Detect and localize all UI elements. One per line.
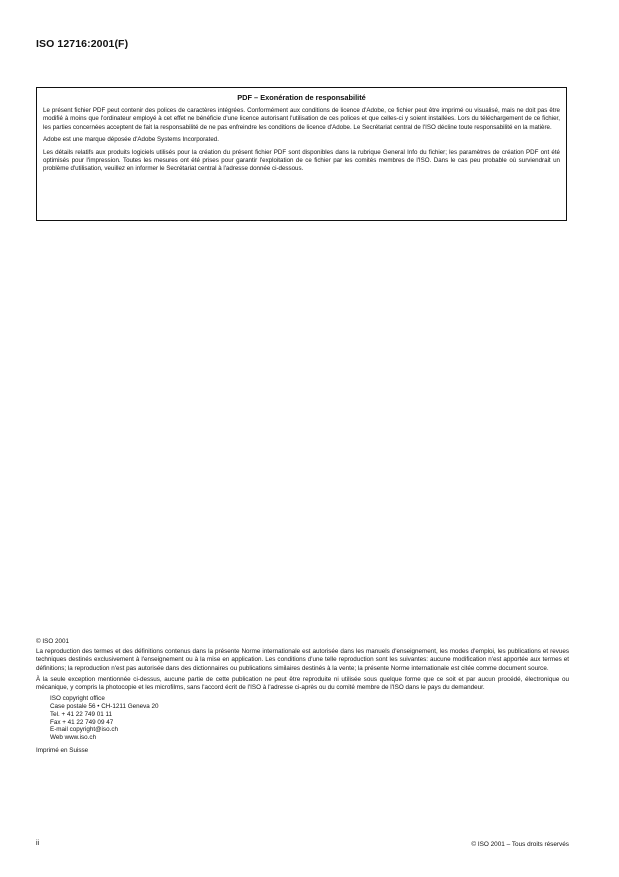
- address-line: Tel. + 41 22 749 01 11: [50, 710, 113, 718]
- disclaimer-paragraph-1: Le présent fichier PDF peut contenir des polices de caractères intégrées. Conformément aux conditions de licence d'Adobe, ce fichier peut être imprimé ou visualisé, mais ne doit pas être modifié à moins que l'ordinateur employé à cet effet ne bénéficie d'une licence autorisant l'utilisation de ces polices et que celles-ci y soient installées. Lors du téléchargement de ce fichier, les parties concernées acceptent de fait la responsabilité de ne pas enfreindre les conditions de licence d'Adobe. Le Secrétariat central de l'ISO décline toute responsabilité en la matière.: [43, 107, 560, 131]
- pdf-disclaimer-box: [36, 87, 567, 221]
- disclaimer-paragraph-3: Les détails relatifs aux produits logiciels utilisés pour la création du présent fichier PDF sont disponibles dans la rubrique General Info du fichier; les paramètres de création PDF ont été optimisés pour l'impression. Toutes les mesures ont été prises pour garantir l'exploitation de ce fichier par les comités membres de l'ISO. Dans le cas peu probable où surviendrait un problème d'utilisation, veuillez en informer le Secrétariat central à l'adresse donnée ci-dessous.: [43, 148, 560, 173]
- page-number: ii: [36, 840, 40, 847]
- copyright-symbol-line: © ISO 2001: [36, 638, 69, 645]
- copyright-paragraph-2: À la seule exception mentionnée ci-dessus, aucune partie de cette publication ne peut être reproduite ni utilisée sous quelque forme que ce soit et par aucun procédé, électronique ou mécanique, y compris la photocopie et les microfilms, sans l'accord écrit de l'ISO à l'adresse ci-après ou du comité membre de l'ISO dans le pays du demandeur.: [36, 675, 569, 692]
- address-email: E-mail copyright@iso.ch: [50, 726, 118, 734]
- address-line: Case postale 56 • CH-1211 Geneva 20: [50, 703, 159, 711]
- printed-in-line: Imprimé en Suisse: [36, 747, 89, 754]
- copyright-office-address: [50, 695, 569, 742]
- address-web: Web www.iso.ch: [50, 734, 97, 742]
- copyright-notice: [36, 638, 569, 758]
- address-line: ISO copyright office: [50, 695, 105, 703]
- footer-rights: © ISO 2001 – Tous droits réservés: [471, 841, 569, 848]
- document-id-header: ISO 12716:2001(F): [36, 38, 129, 50]
- copyright-paragraph-1: La reproduction des termes et des définitions contenus dans la présente Norme internationale est autorisée dans les manuels d'enseignement, les modes d'emploi, les publications et revues techniques destinés exclusivement à l'enseignement ou à la mise en application. Les conditions d'une telle reproduction sont les suivantes: aucune modification n'est apportée aux termes et définitions; la reproduction n'est pas autorisée dans des dictionnaires ou publications similaires destinés à la vente; la présente Norme internationale est citée comme document source.: [36, 648, 569, 672]
- address-line: Fax + 41 22 749 09 47: [50, 718, 114, 726]
- disclaimer-paragraph-2: Adobe est une marque déposée d'Adobe Systems Incorporated.: [43, 136, 219, 144]
- disclaimer-title: PDF – Exonération de responsabilité: [237, 93, 366, 102]
